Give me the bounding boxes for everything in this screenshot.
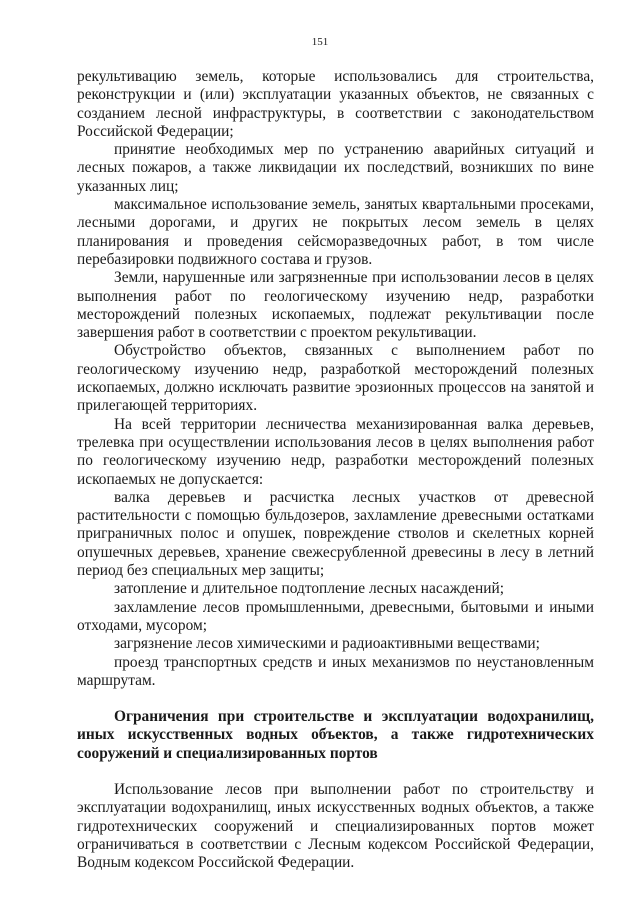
paragraph: проезд транспортных средств и иных механизмов по неустановленным маршрутам. [77, 653, 594, 689]
section-heading: Ограничения при строительстве и эксплуатации водохранилищ, иных искусственных водных объектов, а также гидротехнических сооружений и специализированных портов [77, 708, 594, 762]
page-number: 151 [311, 36, 329, 48]
paragraph: валка деревьев и расчистка лесных участков от древесной растительности с помощью бульдозеров, захламление древесными остатками приграничных полос и опушек, повреждение стволов и скелетных корней опушечных деревьев, хранение свежесрубленной древесины в лесу в летний период без специальных мер защиты; [77, 488, 594, 580]
paragraph: Обустройство объектов, связанных с выполнением работ по геологическому изучению недр, разработкой месторождений полезных ископаемых, должно исключать развитие эрозионных процессов на занятой и прилегающей территориях. [77, 342, 594, 415]
paragraph: максимальное использование земель, занятых квартальными просеками, лесными дорогами, и других не покрытых лесом земель в целях планирования и проведения сейсморазведочных работ, в том числе перебазировки подвижного состава и грузов. [77, 196, 594, 268]
paragraph: затопление и длительное подтопление лесных насаждений; [114, 580, 504, 598]
paragraph: загрязнение лесов химическими и радиоактивными веществами; [114, 635, 540, 653]
paragraph: принятие необходимых мер по устранению аварийных ситуаций и лесных пожаров, а также ликвидации их последствий, возникших по вине указанных лиц; [77, 141, 594, 195]
paragraph: захламление лесов промышленными, древесными, бытовыми и иными отходами, мусором; [77, 598, 594, 634]
paragraph: На всей территории лесничества механизированная валка деревьев, трелевка при осуществлении использования лесов в целях выполнения работ по геологическому изучению недр, разработки месторождений полезных ископаемых не допускается: [77, 415, 594, 488]
paragraph: Использование лесов при выполнении работ по строительству и эксплуатации водохранилищ, иных искусственных водных объектов, а также гидротехнических сооружений и специализированных портов может ограничиваться в соответствии с Лесным кодексом Российской Федерации, Водным кодексом Российской Федерации. [77, 780, 594, 872]
paragraph: рекультивацию земель, которые использовались для строительства, реконструкции и (или) эксплуатации указанных объектов, не связанных с созданием лесной инфраструктуры, в соответствии с законодательством Российской Федерации; [77, 68, 594, 140]
paragraph: Земли, нарушенные или загрязненные при использовании лесов в целях выполнения работ по геологическому изучению недр, разработки месторождений полезных ископаемых, подлежат рекультивации после завершения работ в соответствии с проектом рекультивации. [77, 269, 594, 342]
document-body [77, 68, 594, 872]
